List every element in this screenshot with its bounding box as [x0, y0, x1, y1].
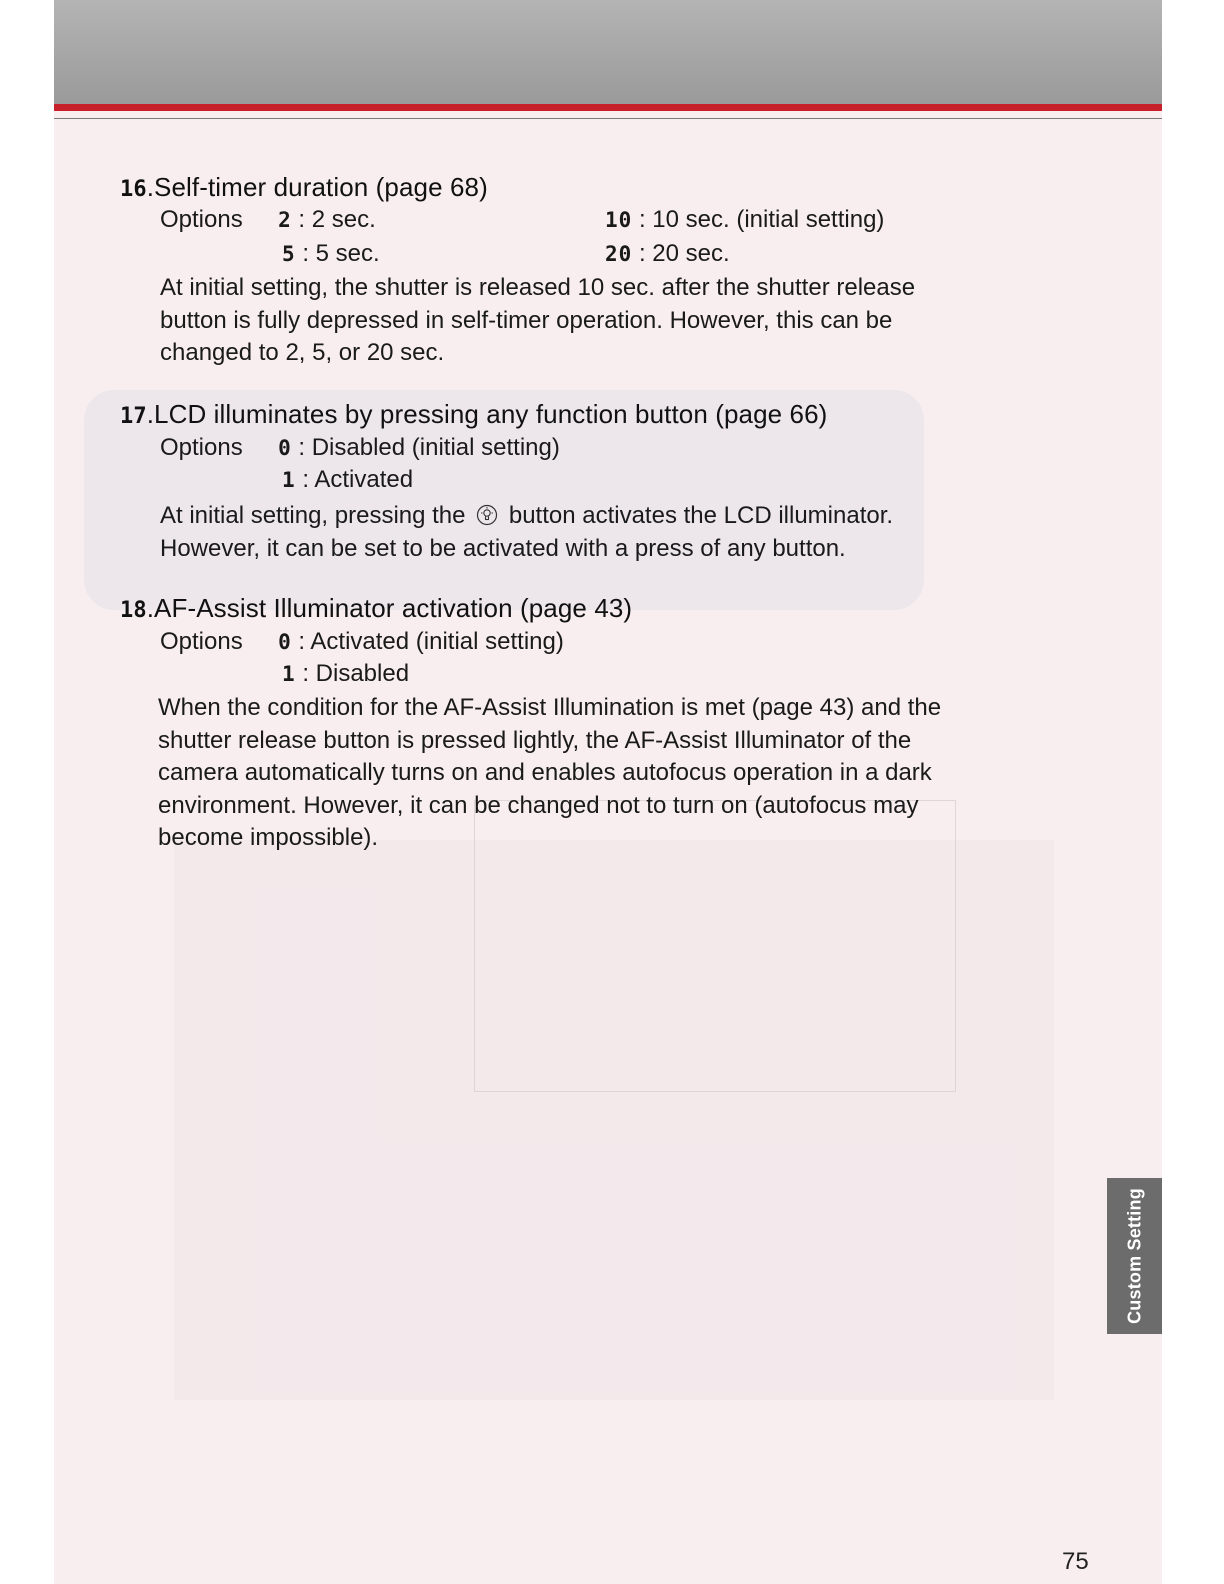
options-label: Options	[160, 206, 243, 233]
option-text: : 20 sec.	[638, 240, 730, 267]
section-body-16: At initial setting, the shutter is released 10 sec. after the shutter release button is fully depressed in self-timer operation. However, this can be changed to 2, 5, or 20 sec.	[160, 274, 916, 366]
options-label: Options	[160, 628, 243, 655]
option-code: 0	[278, 436, 292, 460]
option-text: : 2 sec.	[298, 206, 376, 233]
header-red-rule	[54, 104, 1162, 111]
options-row-17a	[160, 434, 560, 462]
options-label: Options	[160, 434, 243, 461]
options-row-16d	[605, 240, 730, 268]
bleed-through-band	[174, 840, 1054, 1400]
options-row-16b	[605, 206, 884, 234]
page-number: 75	[1062, 1548, 1089, 1575]
options-row-17b	[282, 466, 413, 494]
option-code: 20	[605, 242, 633, 266]
section-body-17: At initial setting, pressing the button activates the LCD illuminator. However, it can be set to be activated with a press of any button.	[160, 502, 894, 562]
option-code: 5	[282, 242, 296, 266]
lcd-illuminator-icon	[476, 503, 498, 525]
option-text: : 10 sec. (initial setting)	[638, 206, 885, 233]
option-text: : Disabled	[302, 660, 410, 687]
option-code: 1	[282, 662, 296, 686]
side-tab-label: Custom Setting	[1124, 1188, 1144, 1324]
side-tab	[1107, 1178, 1162, 1334]
options-row-18b	[282, 660, 409, 688]
section-number-17: 17	[120, 404, 147, 429]
section-title-18: 18.AF-Assist Illuminator activation (page 43)	[120, 593, 633, 623]
option-code: 2	[278, 208, 292, 232]
option-code: 0	[278, 630, 292, 654]
section-body-18: When the condition for the AF-Assist Illumination is met (page 43) and the shutter release button is pressed lightly, the AF-Assist Illuminator of the camera automatically turns on and enables autofocus operation in a dark environment. However, it can be changed not to turn on (autofocus may become impossible).	[158, 694, 942, 851]
header-band	[54, 0, 1162, 104]
header-thin-rule	[54, 118, 1162, 119]
option-code: 1	[282, 468, 296, 492]
option-text: : Activated	[302, 466, 414, 493]
options-row-16c	[282, 240, 380, 268]
section-title-16: 16.Self-timer duration (page 68)	[120, 172, 488, 202]
options-row-16a	[160, 206, 376, 234]
section-number-16: 16	[120, 177, 147, 202]
option-code: 10	[605, 208, 633, 232]
option-text: : 5 sec.	[302, 240, 380, 267]
options-row-18a	[160, 628, 564, 656]
option-text: : Activated (initial setting)	[298, 628, 564, 655]
section-number-18: 18	[120, 598, 147, 623]
section-title-17: 17.LCD illuminates by pressing any function button (page 66)	[120, 399, 828, 429]
option-text: : Disabled (initial setting)	[298, 434, 560, 461]
